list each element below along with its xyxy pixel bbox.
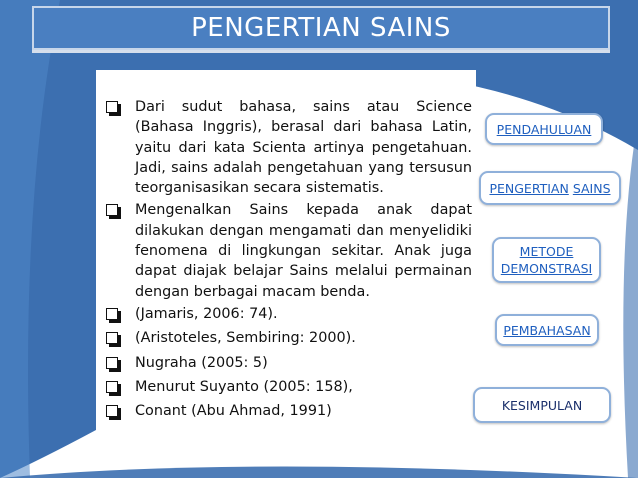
bullet-item [102, 353, 472, 373]
nav-button-pembahasan[interactable] [495, 314, 599, 346]
slide-title [32, 6, 610, 50]
nav-label-pembahasan: PEMBAHASAN [503, 322, 591, 338]
bullet-text: Dari sudut bahasa, sains atau Science (Bahasa Inggris), berasal dari bahasa Latin, yaitu dari kata Scienta artinya pengetahuan. Jadi, sains adalah pengetahuan yang tersusun teorganisasikan secara sistematis. [135, 99, 472, 197]
bullet-item [102, 401, 472, 421]
bullet-item [102, 97, 472, 198]
checkbox-bullet-icon [106, 332, 118, 344]
nav-label-pengertian: PENGERTIAN [489, 180, 569, 196]
bullet-text: Mengenalkan Sains kepada anak dapat dilakukan dengan mengamati dan menyelidiki fenomena di lingkungan sekitar. Anak juga dapat diajak belajar Sains melalui permainan dengan berbagai macam benda. [135, 202, 472, 300]
bullet-text: Menurut Suyanto (2005: 158), [135, 378, 353, 395]
bullet-item [102, 377, 472, 397]
checkbox-bullet-icon [106, 308, 118, 320]
bullet-text: (Aristoteles, Sembiring: 2000). [135, 330, 356, 347]
checkbox-bullet-icon [106, 381, 118, 393]
checkbox-bullet-icon [106, 357, 118, 369]
slide-title-text: PENGERTIAN SAINS [191, 13, 451, 43]
bullet-text: Nugraha (2005: 5) [135, 354, 268, 371]
bullet-text: Conant (Abu Ahmad, 1991) [135, 403, 332, 420]
background-shape-bottom [0, 467, 638, 478]
nav-label-sains: SAINS [572, 180, 611, 196]
nav-label-kesimpulan: KESIMPULAN [501, 397, 583, 413]
checkbox-bullet-icon [106, 405, 118, 417]
nav-button-pengertian-sains[interactable] [479, 171, 621, 205]
bullet-item [102, 304, 472, 324]
bullet-list [102, 97, 472, 425]
nav-label-pendahuluan: PENDAHULUAN [496, 121, 592, 137]
checkbox-bullet-icon [106, 101, 118, 113]
bullet-item [102, 200, 472, 301]
nav-label-demonstrasi: DEMONSTRASI [500, 261, 593, 276]
nav-label-metode: METODE [519, 244, 574, 259]
bullet-text: (Jamaris, 2006: 74). [135, 305, 278, 322]
checkbox-bullet-icon [106, 204, 118, 216]
nav-button-kesimpulan[interactable] [473, 387, 611, 423]
nav-button-pendahuluan[interactable] [485, 113, 603, 145]
nav-button-metode-demonstrasi[interactable] [492, 237, 601, 283]
bullet-item [102, 328, 472, 348]
